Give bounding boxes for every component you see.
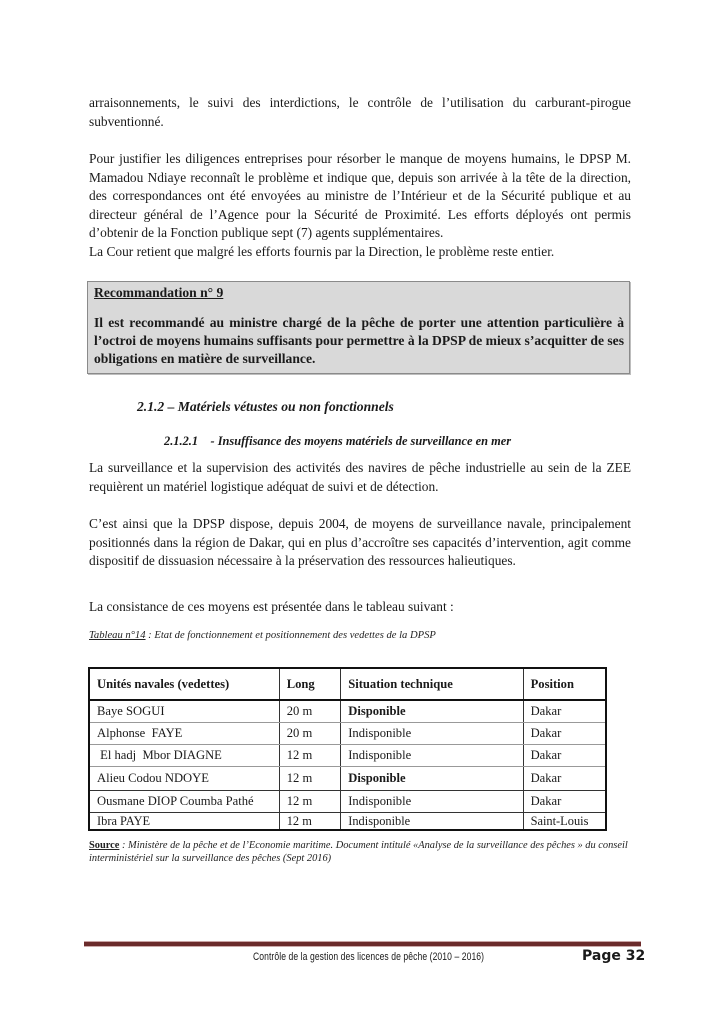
cell-unite: Alieu Codou NDOYE xyxy=(89,767,279,791)
paragraph-consistance: La consistance de ces moyens est présentée dans le tableau suivant : xyxy=(89,599,454,614)
cell-position: Dakar xyxy=(523,745,606,767)
table-caption xyxy=(89,630,436,641)
table-row xyxy=(89,723,606,745)
recommendation-title: Recommandation n° 9 xyxy=(94,285,224,300)
source-label: Source xyxy=(89,840,120,851)
cell-unite: Baye SOGUI xyxy=(89,700,279,723)
cell-long: 12 m xyxy=(279,813,341,831)
paragraph-interdictions: arraisonnements, le suivi des interdictions, le contrôle de l’utilisation du carburant-pirogue subventionné. xyxy=(89,95,631,129)
column-header-unites: Unités navales (vedettes) xyxy=(89,668,279,700)
paragraph-surveillance: La surveillance et la supervision des activités des navires de pêche industrielle au sein de la ZEE requièrent un matériel logistique adéquat de suivi et de détection. xyxy=(89,460,631,494)
section-heading-2-1-2: 2.1.2 – Matériels vétustes ou non fonctionnels xyxy=(137,399,394,414)
cell-long: 12 m xyxy=(279,767,341,791)
paragraph-cour-retient: La Cour retient que malgré les efforts fournis par la Direction, le problème reste entier. xyxy=(89,244,555,259)
table-row xyxy=(89,745,606,767)
cell-long: 20 m xyxy=(279,700,341,723)
recommendation-body: Il est recommandé au ministre chargé de la pêche de porter une attention particulière à l’octroi de moyens humains suffisants pour permettre à la DPSP de mieux s’acquitter de ses obligations en matière de surveillance. xyxy=(94,315,624,366)
table-caption-text: : Etat de fonctionnement et positionnement des vedettes de la DPSP xyxy=(145,630,436,641)
cell-position: Dakar xyxy=(523,723,606,745)
cell-long: 12 m xyxy=(279,745,341,767)
cell-unite: Ibra PAYE xyxy=(89,813,279,831)
cell-situation: Indisponible xyxy=(341,813,523,831)
page-number: Page 32 xyxy=(582,948,646,964)
cell-position: Dakar xyxy=(523,791,606,813)
cell-unite: El hadj Mbor DIAGNE xyxy=(89,745,279,767)
table-header-row xyxy=(89,668,606,700)
source-text: : Ministère de la pêche et de l’Economie maritime. Document intitulé «Analyse de la surveillance des pêches » du conseil interministériel sur la surveillance des pêches (Sept 2016) xyxy=(89,840,628,864)
column-header-long: Long xyxy=(279,668,341,700)
paragraph-moyens-navals: C’est ainsi que la DPSP dispose, depuis 2004, de moyens de surveillance navale, principalement positionnés dans la région de Dakar, qui en plus d’accroître ses capacités d’intervention, agit comme dispositif de dissuasion nécessaire à la préservation des ressources halieutiques. xyxy=(89,516,631,568)
section-heading-2-1-2-1: 2.1.2.1 - Insuffisance des moyens matériels de surveillance en mer xyxy=(164,434,512,448)
recommendation-box xyxy=(87,281,630,374)
table-row xyxy=(89,813,606,831)
table-source-note xyxy=(89,839,634,865)
cell-position: Saint-Louis xyxy=(523,813,606,831)
cell-situation: Indisponible xyxy=(341,723,523,745)
footer-document-title: Contrôle de la gestion des licences de pêche (2010 – 2016) xyxy=(253,951,485,963)
footer-divider xyxy=(84,941,641,947)
table-row xyxy=(89,767,606,791)
vedettes-table xyxy=(88,667,607,831)
column-header-situation: Situation technique xyxy=(341,668,523,700)
cell-situation: Indisponible xyxy=(341,745,523,767)
cell-long: 12 m xyxy=(279,791,341,813)
cell-unite: Ousmane DIOP Coumba Pathé xyxy=(89,791,279,813)
paragraph-diligences: Pour justifier les diligences entreprises pour résorber le manque de moyens humains, le DPSP M. Mamadou Ndiaye reconnaît le problème et indique que, depuis son arrivée à la tête de la direction, des correspondances ont été envoyées au ministre de l’Intérieur et de la Sécurité publique et au directeur général de l’Agence pour la Sécurité de Proximité. Les efforts déployés ont permis d’obtenir de la Fonction publique sept (7) agents supplémentaires. xyxy=(89,151,631,240)
cell-situation: Indisponible xyxy=(341,791,523,813)
cell-situation: Disponible xyxy=(341,767,523,791)
table-row xyxy=(89,700,606,723)
table-row xyxy=(89,791,606,813)
cell-unite: Alphonse FAYE xyxy=(89,723,279,745)
cell-position: Dakar xyxy=(523,700,606,723)
table-caption-label: Tableau n°14 xyxy=(89,630,146,641)
column-header-position: Position xyxy=(523,668,606,700)
cell-situation: Disponible xyxy=(341,700,523,723)
cell-position: Dakar xyxy=(523,767,606,791)
cell-long: 20 m xyxy=(279,723,341,745)
